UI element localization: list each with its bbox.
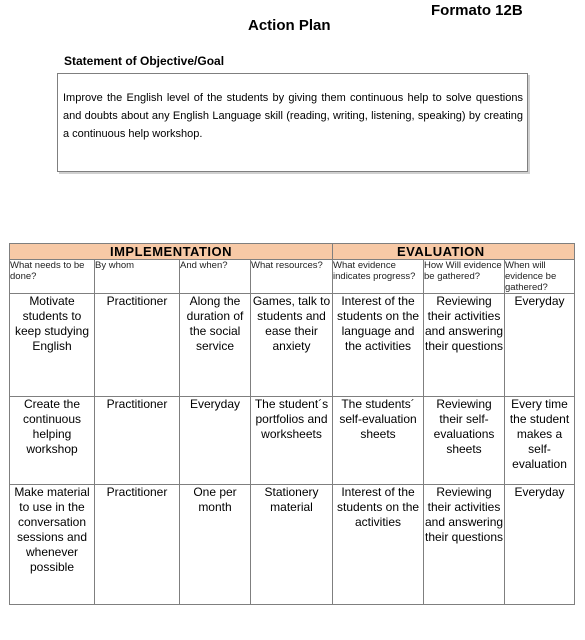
table-cell: The student´s portfolios and worksheets xyxy=(251,397,333,485)
table-cell: Everyday xyxy=(505,485,575,605)
table-cell: Practitioner xyxy=(95,294,180,397)
table-cell: Games, talk to students and ease their anxiety xyxy=(251,294,333,397)
column-header: When will evidence be gathered? xyxy=(505,260,575,294)
column-header: And when? xyxy=(180,260,251,294)
table-cell: Everyday xyxy=(180,397,251,485)
column-header: By whom xyxy=(95,260,180,294)
table-row xyxy=(10,485,575,605)
table-row xyxy=(10,397,575,485)
table-row xyxy=(10,294,575,397)
table-cell: The students´ self-evaluation sheets xyxy=(333,397,424,485)
table-cell: Motivate students to keep studying English xyxy=(10,294,95,397)
table-cell: Practitioner xyxy=(95,485,180,605)
table-cell: Create the continuous helping workshop xyxy=(10,397,95,485)
table-cell: Everyday xyxy=(505,294,575,397)
column-header: What evidence indicates progress? xyxy=(333,260,424,294)
table-column-header-row xyxy=(10,260,575,294)
table-cell: Interest of the students on the activities xyxy=(333,485,424,605)
objective-text: Improve the English level of the students by giving them continuous help to solve questions and doubts about any English Language skill (reading, writing, listening, speaking) by creating a continuous help workshop. xyxy=(63,92,523,140)
table-cell: One per month xyxy=(180,485,251,605)
evaluation-header: EVALUATION xyxy=(333,244,575,260)
table-cell: Reviewing their self-evaluations sheets xyxy=(424,397,505,485)
objective-label: Statement of Objective/Goal xyxy=(64,54,225,68)
format-code: Formato 12B xyxy=(431,2,523,19)
table-cell: Reviewing their activities and answering their questions xyxy=(424,294,505,397)
page-title: Action Plan xyxy=(248,17,331,34)
column-header: What needs to be done? xyxy=(10,260,95,294)
table-cell: Reviewing their activities and answering their questions xyxy=(424,485,505,605)
table-cell: Interest of the students on the language and the activities xyxy=(333,294,424,397)
action-plan-table xyxy=(9,243,575,605)
table-cell: Every time the student makes a self-evaluation xyxy=(505,397,575,485)
implementation-header: IMPLEMENTATION xyxy=(10,244,333,260)
table-cell: Make material to use in the conversation sessions and whenever possible xyxy=(10,485,95,605)
column-header: What resources? xyxy=(251,260,333,294)
table-group-header-row xyxy=(10,244,575,260)
table-cell: Stationery material xyxy=(251,485,333,605)
table-cell: Practitioner xyxy=(95,397,180,485)
objective-box xyxy=(57,73,528,172)
column-header: How Will evidence be gathered? xyxy=(424,260,505,294)
table-cell: Along the duration of the social service xyxy=(180,294,251,397)
